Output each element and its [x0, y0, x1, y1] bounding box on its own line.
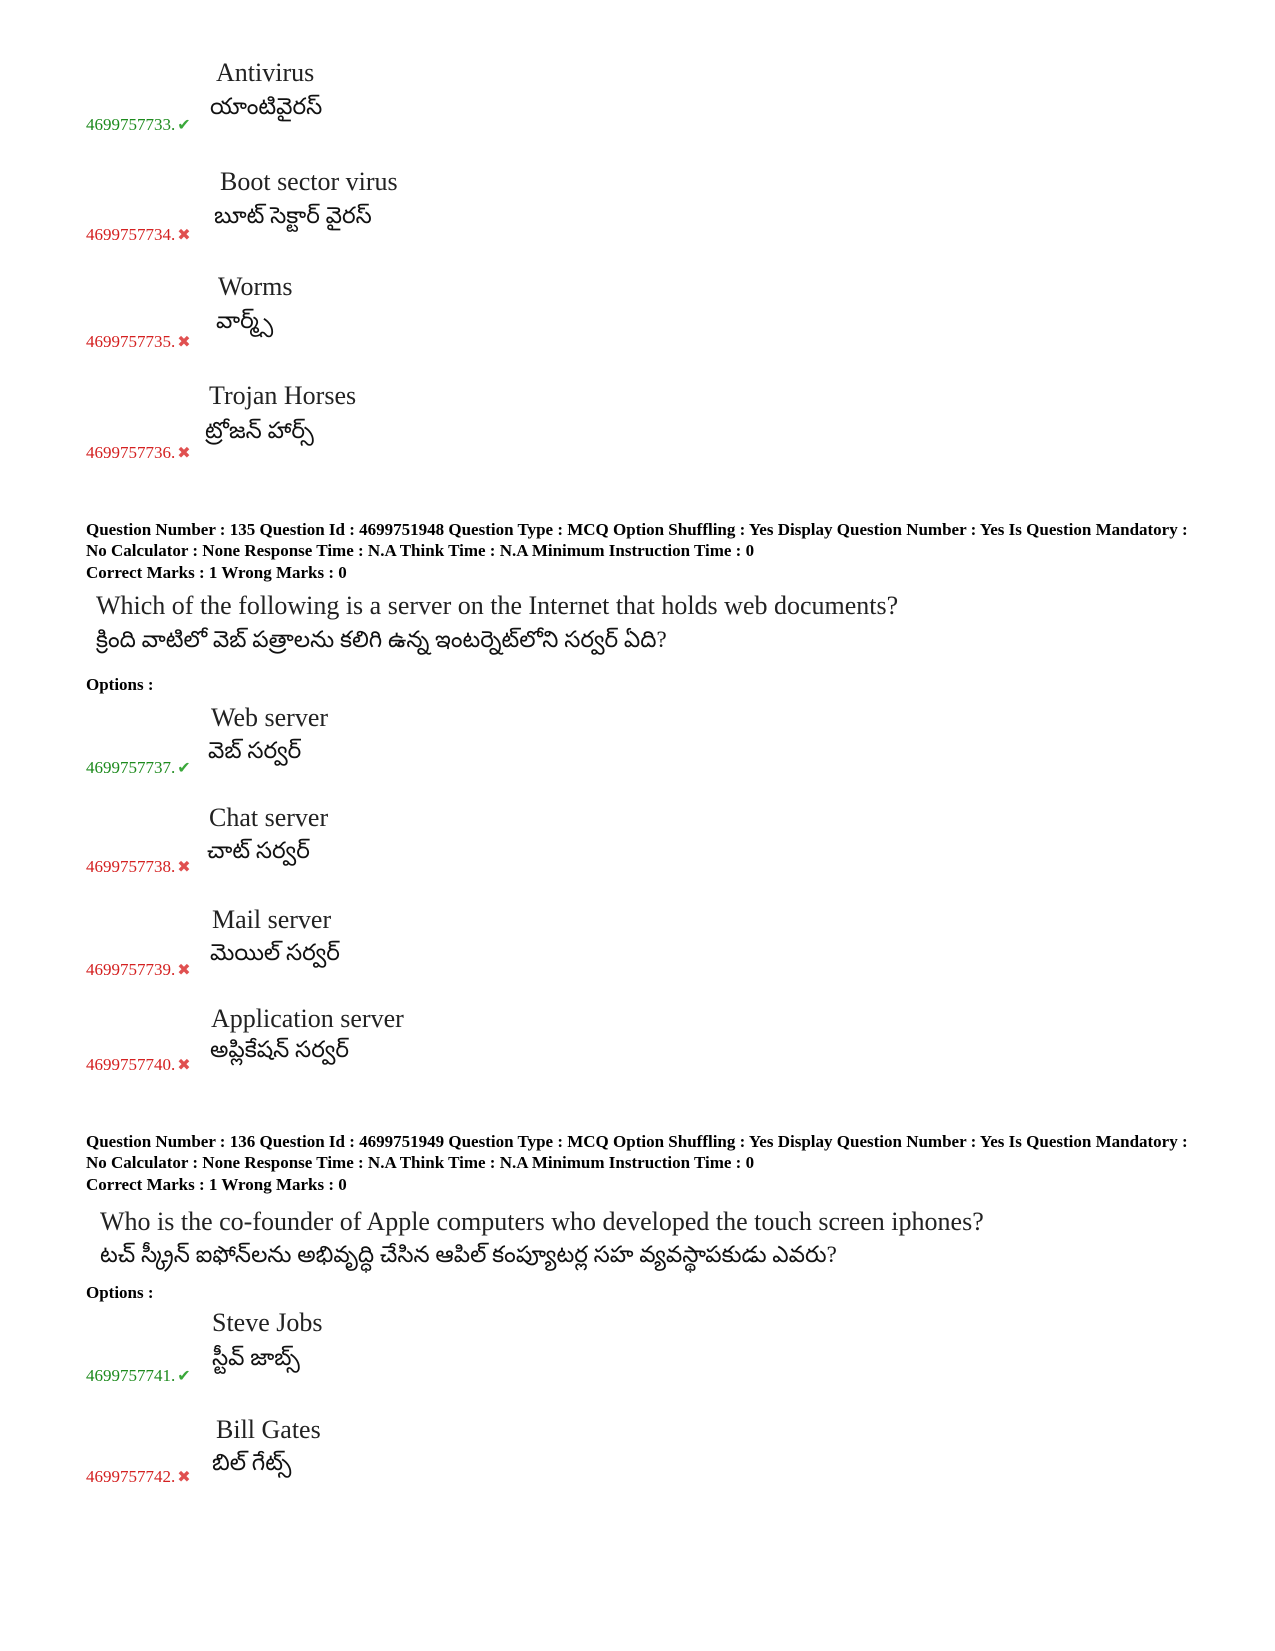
cross-icon: ✖: [177, 334, 191, 351]
check-icon: ✔: [177, 117, 191, 134]
option-text-te: స్టీవ్ జాబ్స్: [212, 1345, 300, 1370]
option-text-te: బూట్ సెక్టార్ వైరస్: [214, 203, 372, 228]
option-text-en: Bill Gates: [216, 1415, 321, 1444]
option-text-te: వార్మ్స్: [216, 308, 274, 333]
question-meta: Question Number : 135 Question Id : 4699751948 Question Type : MCQ Option Shuffling : Yes Display Question Number : Yes Is Question Mandatory : No Calculator : None Response Time : N.A Think Time : N.A Minimum Instruction Time : 0: [86, 520, 1188, 560]
question-text-te: టచ్ స్క్రీన్ ఐఫోన్‌లను అభివృద్ధి చేసిన ఆపిల్ కంప్యూటర్ల సహ వ్యవస్థాపకుడు ఎవరు?: [100, 1242, 837, 1267]
option-text-te: చాట్ సర్వర్: [207, 838, 310, 863]
option-text-te: వెబ్ సర్వర్: [208, 738, 302, 763]
cross-icon: ✖: [177, 445, 191, 462]
option-id: 4699757733. ✔: [86, 115, 191, 134]
cross-icon: ✖: [177, 1469, 191, 1486]
option-text-en: Chat server: [209, 803, 329, 832]
option-text-en: Mail server: [212, 905, 332, 934]
option-id: 4699757741. ✔: [86, 1366, 191, 1385]
option-id: 4699757735. ✖: [86, 332, 191, 351]
option-text-te: బిల్ గేట్స్: [212, 1450, 292, 1475]
question-text-en: Which of the following is a server on the Internet that holds web documents?: [96, 591, 899, 620]
option-text-te: యాంటివైరస్: [210, 94, 323, 119]
cross-icon: ✖: [177, 859, 191, 876]
option-text-en: Steve Jobs: [212, 1308, 323, 1337]
option-id: 4699757738. ✖: [86, 857, 191, 876]
question-meta: Question Number : 136 Question Id : 4699751949 Question Type : MCQ Option Shuffling : Yes Display Question Number : Yes Is Question Mandatory : No Calculator : None Response Time : N.A Think Time : N.A Minimum Instruction Time : 0: [86, 1132, 1188, 1172]
cross-icon: ✖: [177, 227, 191, 244]
check-icon: ✔: [177, 760, 191, 777]
options-label: Options :: [86, 1283, 154, 1302]
option-text-te: అప్లికేషన్ సర్వర్: [210, 1037, 350, 1062]
option-text-te: ట్రోజన్ హార్స్: [205, 418, 314, 443]
check-icon: ✔: [177, 1368, 191, 1385]
option-text-en: Worms: [218, 272, 293, 301]
option-text-en: Boot sector virus: [220, 167, 398, 196]
option-text-en: Web server: [211, 703, 329, 732]
option-text-te: మెయిల్ సర్వర్: [210, 940, 340, 965]
cross-icon: ✖: [177, 1057, 191, 1074]
option-id: 4699757740. ✖: [86, 1055, 191, 1074]
option-id: 4699757742. ✖: [86, 1467, 191, 1486]
question-text-en: Who is the co-founder of Apple computers who developed the touch screen iphones?: [100, 1207, 984, 1236]
option-text-en: Application server: [211, 1004, 404, 1033]
question-marks: Correct Marks : 1 Wrong Marks : 0: [86, 1175, 347, 1194]
option-text-en: Trojan Horses: [209, 381, 357, 410]
question-marks: Correct Marks : 1 Wrong Marks : 0: [86, 563, 347, 582]
option-text-en: Antivirus: [216, 58, 315, 87]
cross-icon: ✖: [177, 962, 191, 979]
question-text-te: క్రింది వాటిలో వెబ్ పత్రాలను కలిగి ఉన్న ఇంటర్నెట్‌లోని సర్వర్ ఏది?: [96, 627, 667, 652]
option-id: 4699757734. ✖: [86, 225, 191, 244]
option-id: 4699757736. ✖: [86, 443, 191, 462]
option-id: 4699757739. ✖: [86, 960, 191, 979]
option-id: 4699757737. ✔: [86, 758, 191, 777]
options-label: Options :: [86, 675, 154, 694]
